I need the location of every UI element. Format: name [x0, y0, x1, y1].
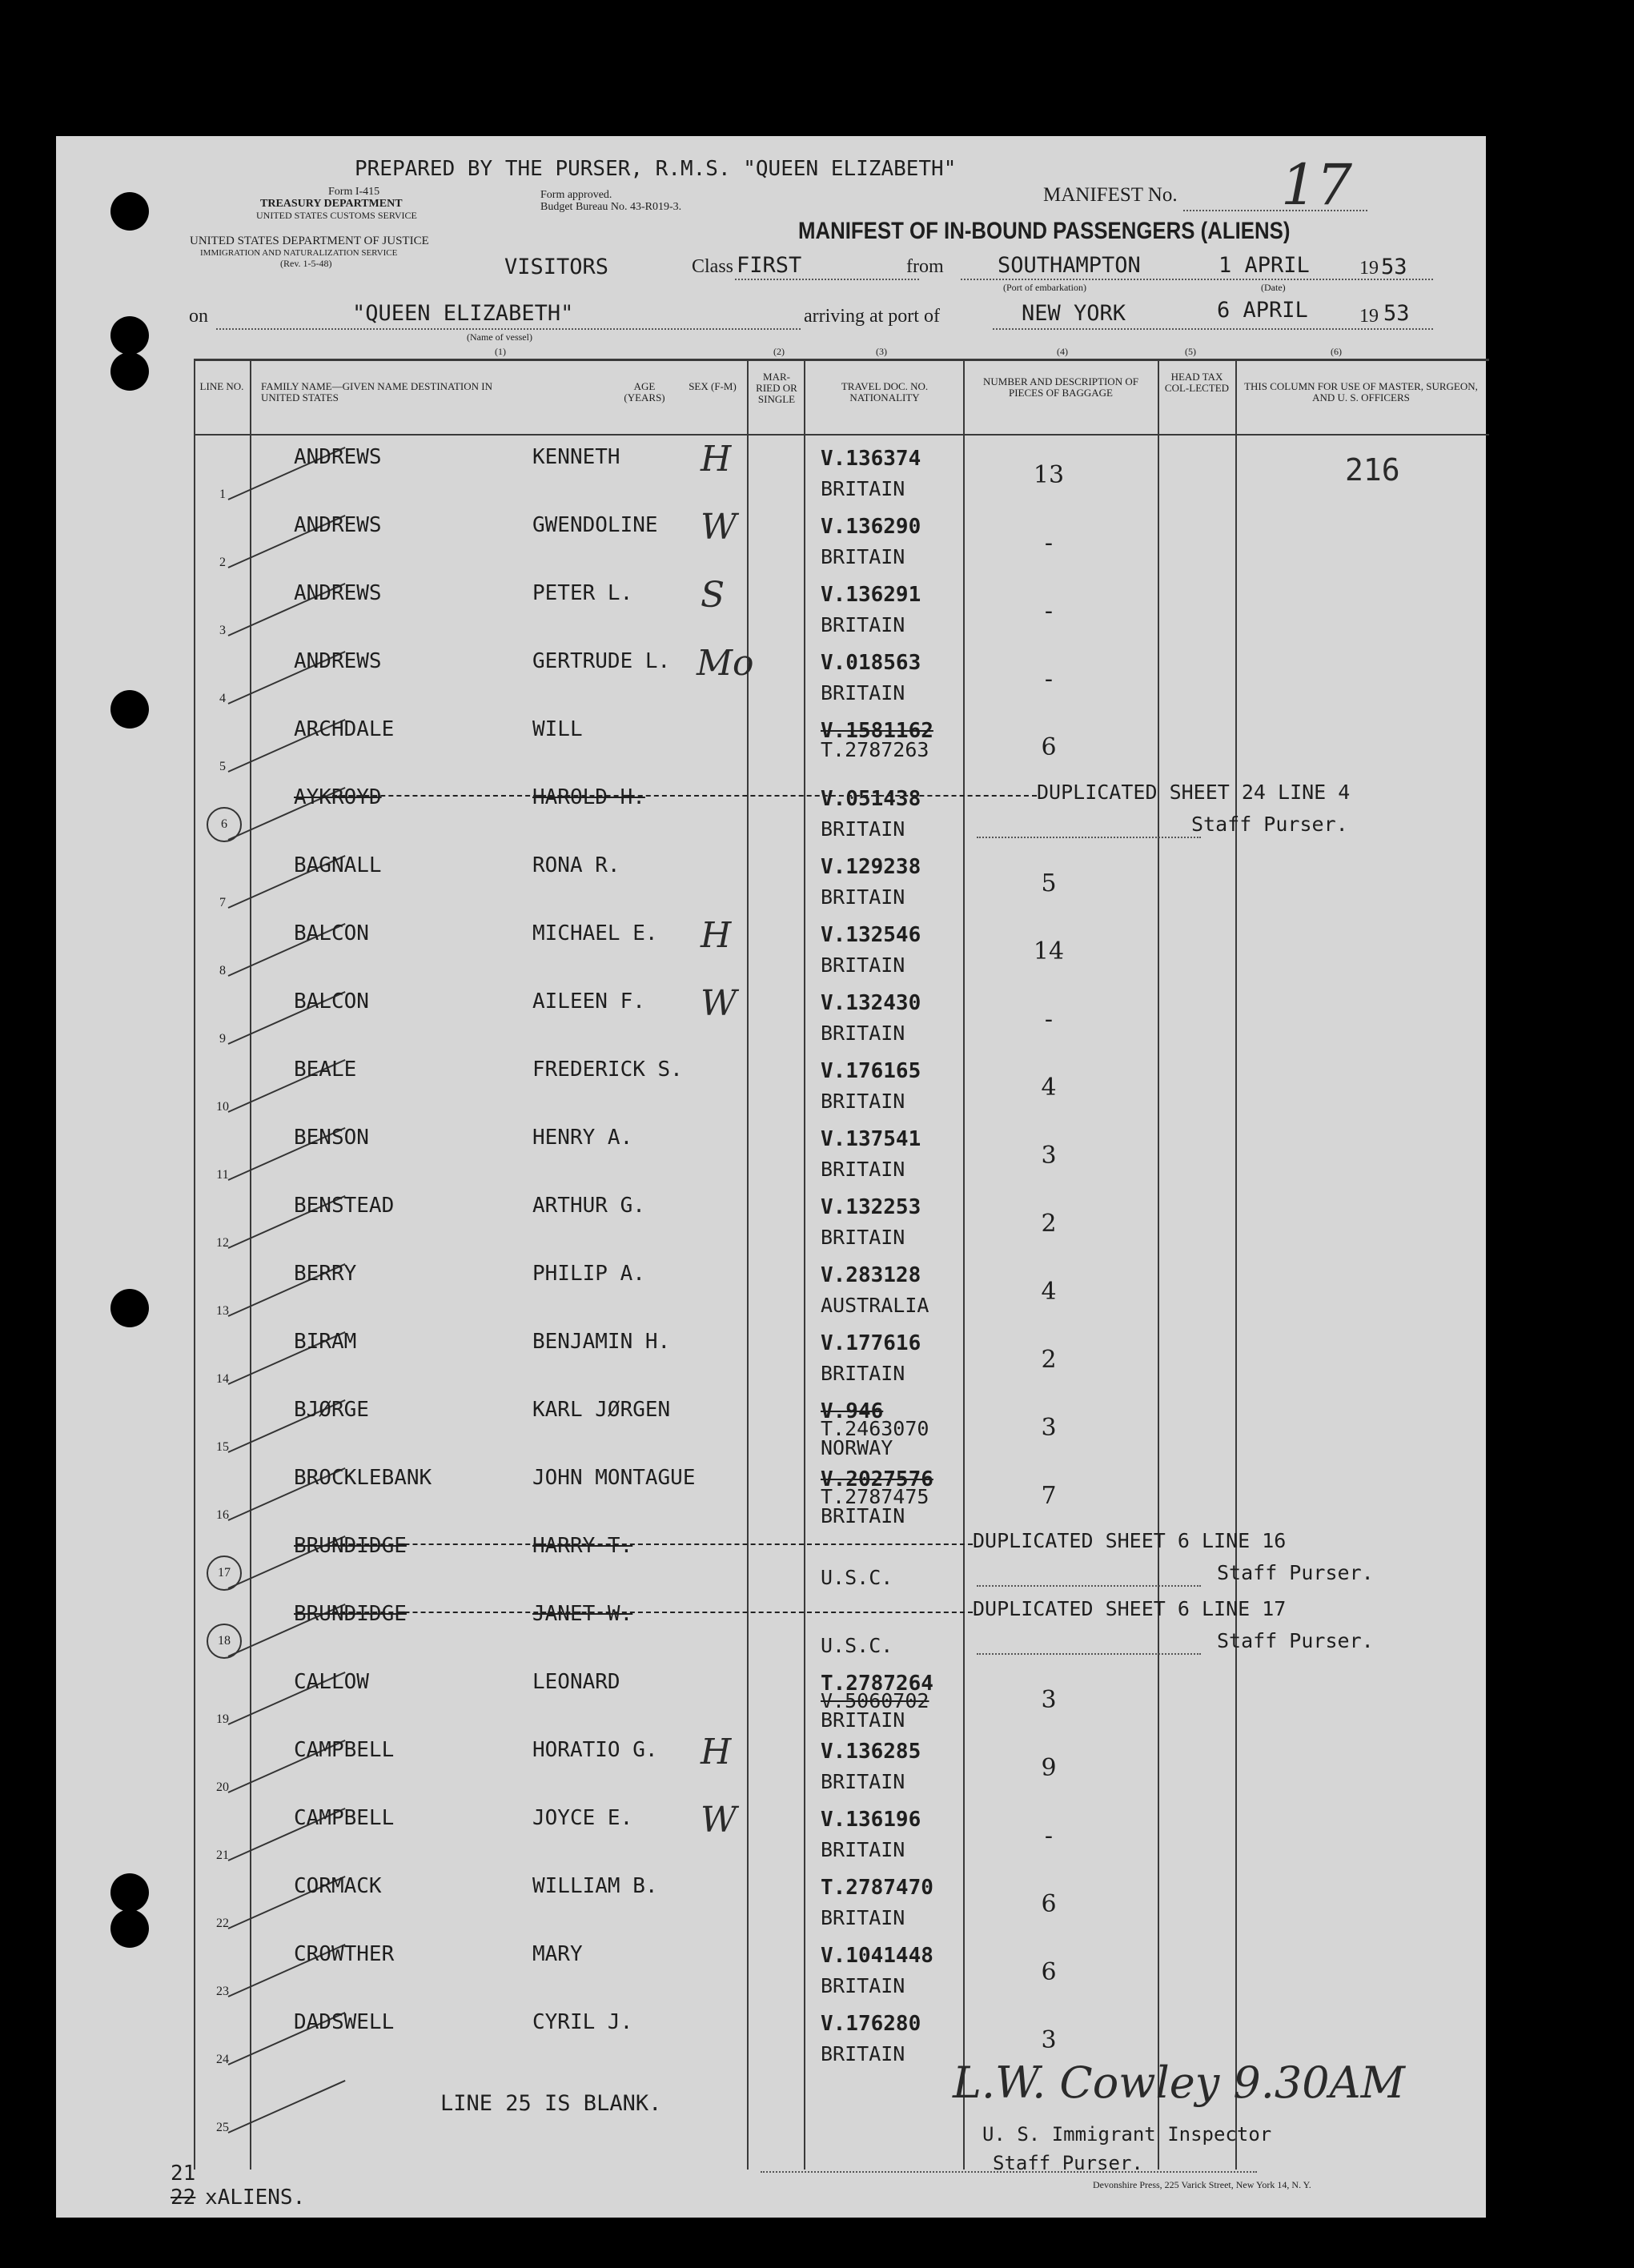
family-name: BAGNALL [294, 853, 382, 877]
manifest-title: MANIFEST OF IN-BOUND PASSENGERS (ALIENS) [798, 218, 1291, 244]
line-number: 19 [216, 1712, 229, 1726]
rev-label: (Rev. 1-5-48) [280, 258, 332, 269]
nationality: BRITAIN [821, 1158, 905, 1181]
colhead-name: FAMILY NAME—GIVEN NAME DESTINATION IN UNITED STATES [261, 380, 493, 403]
from-year-prefix: 19 [1359, 258, 1379, 279]
from-value: SOUTHAMPTON [998, 253, 1141, 278]
line-number: 2 [219, 556, 226, 569]
travel-doc-number: T.2787470 [821, 1876, 933, 1900]
purser-sign-line [977, 1585, 1201, 1587]
family-name: AYKROYD [294, 785, 382, 809]
given-name: RONA R. [532, 853, 620, 877]
nationality: U.S.C. [821, 1634, 893, 1657]
line-number: 18 [207, 1624, 242, 1659]
from-year: 53 [1381, 255, 1407, 279]
sex-mark-handwritten: Mo [697, 643, 754, 684]
nationality: BRITAIN [821, 1090, 905, 1113]
nationality: BRITAIN [821, 477, 905, 500]
baggage-count: 2 [1041, 1346, 1057, 1374]
table-row [56, 1050, 1486, 1118]
strike-dash-line [332, 795, 1037, 797]
given-name: PHILIP A. [532, 1262, 645, 1286]
nationality: BRITAIN [821, 681, 905, 704]
strike-dash-line [332, 1543, 973, 1545]
table-row [56, 709, 1486, 777]
table-row [56, 1934, 1486, 2002]
nationality: BRITAIN [821, 1022, 905, 1045]
nationality: BRITAIN [821, 613, 905, 636]
family-name: CAMPBELL [294, 1806, 395, 1830]
baggage-count: 4 [1041, 1278, 1057, 1306]
travel-doc-number: V.283128 [821, 1263, 921, 1287]
colhead-head-tax: HEAD TAX COL-LECTED [1164, 371, 1230, 394]
sex-mark-handwritten: W [701, 983, 737, 1024]
nationality: BRITAIN [821, 1770, 905, 1793]
given-name: HENRY A. [532, 1126, 633, 1150]
given-name: JOHN MONTAGUE [532, 1466, 696, 1490]
nationality: T.2787263 [821, 738, 929, 761]
given-name: JOYCE E. [532, 1806, 633, 1830]
line-number: 24 [216, 2053, 229, 2066]
staff-purser-note: Staff Purser. [1191, 813, 1348, 836]
class-dotted-line [735, 279, 919, 280]
baggage-count: 5 [1041, 869, 1057, 897]
travel-doc-number: V.132253 [821, 1195, 921, 1219]
table-row [56, 1254, 1486, 1322]
date-caption: (Date) [1261, 282, 1286, 293]
strike-dash-line [332, 1612, 973, 1613]
manifest-number: 17 [1281, 152, 1353, 218]
line-number: 5 [219, 760, 226, 773]
line-number: 9 [219, 1032, 226, 1046]
travel-doc-number: V.136290 [821, 515, 921, 539]
nationality: BRITAIN [821, 1974, 905, 1997]
nationality: BRITAIN [821, 545, 905, 568]
line-number: 17 [207, 1555, 242, 1591]
travel-doc-number: V.051438 [821, 787, 921, 811]
line-number: 10 [216, 1100, 229, 1114]
inspector-signature: L.W. Cowley 9.30AM [953, 2057, 1405, 2108]
travel-doc-number: V.2027576 [821, 1467, 933, 1491]
travel-doc-number: V.1041448 [821, 1944, 933, 1968]
table-row [56, 981, 1486, 1050]
travel-doc-number: V.018563 [821, 651, 921, 675]
officer-note-216: 216 [1345, 452, 1400, 488]
baggage-count: 6 [1041, 1890, 1057, 1918]
colhead-travel-doc: TRAVEL DOC. NO. NATIONALITY [841, 380, 929, 403]
class-label: Class [692, 256, 734, 277]
family-name: DADSWELL [294, 2010, 395, 2034]
given-name: HARRY T. [532, 1534, 633, 1558]
table-row [56, 505, 1486, 573]
manifest-no-dotted-line [1183, 210, 1367, 211]
nationality: T.2463070 [821, 1417, 929, 1440]
family-name: ANDREWS [294, 649, 382, 673]
table-header-border [194, 434, 1489, 436]
given-name: JANET W. [532, 1602, 633, 1626]
count-typed: 22 [171, 2186, 196, 2210]
nationality: BRITAIN [821, 885, 905, 909]
family-name: BALCON [294, 989, 369, 1014]
line-number: 8 [219, 964, 226, 977]
line-number: 3 [219, 624, 226, 637]
arrival-dotted-line [993, 328, 1433, 330]
col-num-4: (4) [1057, 346, 1068, 357]
manifest-no-label: MANIFEST No. [1043, 184, 1178, 206]
baggage-count: 7 [1041, 1482, 1057, 1510]
given-name: HORATIO G. [532, 1738, 658, 1762]
visitors-label: VISITORS [504, 255, 609, 279]
travel-doc-number: V.132430 [821, 991, 921, 1015]
table-row [56, 1186, 1486, 1254]
line-number: 1 [219, 488, 226, 501]
form-approved: Form approved. [540, 189, 612, 201]
baggage-count: 6 [1041, 733, 1057, 761]
arrival-year: 53 [1383, 301, 1410, 326]
line-number: 22 [216, 1917, 229, 1930]
given-name: WILL [532, 717, 583, 741]
arrival-year-prefix: 19 [1359, 306, 1379, 327]
nationality-second: BRITAIN [821, 1504, 905, 1527]
colhead-sex: SEX (F-M) [689, 380, 737, 392]
table-row [56, 437, 1486, 505]
table-row [56, 1594, 1486, 1662]
vessel-dotted-line [216, 328, 801, 330]
nationality: AUSTRALIA [821, 1294, 929, 1317]
family-name: BIRAM [294, 1330, 357, 1354]
nationality-second: NORWAY [821, 1436, 893, 1459]
line-number: 4 [219, 692, 226, 705]
given-name: MICHAEL E. [532, 921, 658, 945]
sex-mark-handwritten: H [701, 915, 732, 956]
nationality: V.5060702 [821, 1689, 929, 1712]
class-value: FIRST [737, 253, 802, 278]
table-row [56, 1390, 1486, 1458]
nationality: BRITAIN [821, 1838, 905, 1861]
family-name: CALLOW [294, 1670, 369, 1694]
vessel-caption: (Name of vessel) [467, 331, 532, 343]
baggage-count: 3 [1041, 1686, 1057, 1714]
given-name: KARL JØRGEN [532, 1398, 671, 1422]
travel-doc-number: T.2787264 [821, 1672, 933, 1696]
sex-mark-handwritten: S [701, 575, 725, 616]
vessel-name: "QUEEN ELIZABETH" [352, 301, 574, 326]
inspector-label: U. S. Immigrant Inspector [982, 2123, 1272, 2146]
aliens-label: xALIENS. [205, 2186, 306, 2210]
form-number: Form I-415 [328, 186, 380, 198]
line-number: 16 [216, 1508, 229, 1522]
nationality: BRITAIN [821, 1226, 905, 1249]
table-top-border [194, 359, 1489, 361]
given-name: KENNETH [532, 445, 620, 469]
staff-purser-note: Staff Purser. [1217, 1629, 1374, 1652]
nationality: BRITAIN [821, 1362, 905, 1385]
baggage-count: 9 [1041, 1754, 1057, 1782]
baggage-count: 2 [1041, 1210, 1057, 1238]
baggage-count: 3 [1041, 1414, 1057, 1442]
from-date: 1 APRIL [1218, 253, 1310, 278]
customs-label: UNITED STATES CUSTOMS SERVICE [256, 210, 417, 221]
given-name: ARTHUR G. [532, 1194, 645, 1218]
table-row [56, 1322, 1486, 1390]
table-row [56, 641, 1486, 709]
nationality: BRITAIN [821, 2042, 905, 2065]
table-row [56, 845, 1486, 913]
table-row [56, 1866, 1486, 1934]
line-number: 11 [216, 1168, 229, 1182]
table-row [56, 1458, 1486, 1526]
purser-sign-line [977, 837, 1201, 838]
given-name: GERTRUDE L. [532, 649, 671, 673]
budget-bureau: Budget Bureau No. 43-R019-3. [540, 201, 682, 213]
given-name: AILEEN F. [532, 989, 645, 1014]
col-num-2: (2) [773, 346, 785, 357]
family-name: BERRY [294, 1262, 357, 1286]
given-name: BENJAMIN H. [532, 1330, 671, 1354]
duplicated-note: DUPLICATED SHEET 6 LINE 16 [973, 1529, 1287, 1552]
nationality: T.2787475 [821, 1485, 929, 1508]
on-label: on [189, 306, 208, 327]
binder-hole [110, 1289, 149, 1327]
family-name: BRUNDIDGE [294, 1602, 407, 1626]
baggage-count: - [1044, 1006, 1054, 1034]
line-number: 6 [207, 807, 242, 842]
travel-doc-number: V.137541 [821, 1127, 921, 1151]
line-number: 15 [216, 1440, 229, 1454]
printer-imprint: Devonshire Press, 225 Varick Street, New York 14, N. Y. [1093, 2179, 1311, 2190]
baggage-count: 14 [1033, 937, 1065, 965]
family-name: CAMPBELL [294, 1738, 395, 1762]
line-number: 7 [219, 896, 226, 909]
nationality: U.S.C. [821, 1566, 893, 1589]
given-name: PETER L. [532, 581, 633, 605]
purser-sign-line [977, 1653, 1201, 1655]
family-name: BEALE [294, 1058, 357, 1082]
family-name: BRUNDIDGE [294, 1534, 407, 1558]
colhead-line: LINE NO. [199, 380, 244, 392]
ins-label: IMMIGRATION AND NATURALIZATION SERVICE [200, 248, 398, 258]
family-name: BROCKLEBANK [294, 1466, 432, 1490]
treasury-label: TREASURY DEPARTMENT [260, 198, 403, 210]
travel-doc-number: V.132546 [821, 923, 921, 947]
binder-hole [110, 690, 149, 729]
travel-doc-number: V.136291 [821, 583, 921, 607]
given-name: CYRIL J. [532, 2010, 633, 2034]
col-num-1: (1) [495, 346, 506, 357]
line-number: 25 [216, 2121, 229, 2134]
baggage-count: 13 [1033, 461, 1065, 489]
travel-doc-number: V.136374 [821, 447, 921, 471]
count-handwritten: 21 [171, 2162, 196, 2186]
table-row [56, 1798, 1486, 1866]
family-name: CORMACK [294, 1874, 382, 1898]
family-name: CROWTHER [294, 1942, 395, 1966]
nationality: BRITAIN [821, 953, 905, 977]
duplicated-note: DUPLICATED SHEET 24 LINE 4 [1037, 781, 1351, 804]
travel-doc-number: V.946 [821, 1399, 884, 1423]
table-row [56, 1118, 1486, 1186]
travel-doc-number: V.176165 [821, 1059, 921, 1083]
family-name: ANDREWS [294, 513, 382, 537]
baggage-count: - [1044, 597, 1054, 625]
given-name: MARY [532, 1942, 583, 1966]
given-name: LEONARD [532, 1670, 620, 1694]
family-name: BJØRGE [294, 1398, 369, 1422]
col-num-6: (6) [1331, 346, 1342, 357]
family-name: ANDREWS [294, 445, 382, 469]
colhead-married: MAR-RIED OR SINGLE [756, 371, 797, 405]
binder-hole [110, 1909, 149, 1948]
line-number: 13 [216, 1304, 229, 1318]
given-name: GWENDOLINE [532, 513, 658, 537]
prepared-by-line: PREPARED BY THE PURSER, R.M.S. "QUEEN ELIZABETH" [355, 157, 957, 181]
travel-doc-number: V.129238 [821, 855, 921, 879]
nationality: BRITAIN [821, 817, 905, 841]
baggage-count: - [1044, 1822, 1054, 1850]
travel-doc-number: V.1581162 [821, 719, 933, 743]
baggage-count: 3 [1041, 1142, 1057, 1170]
given-name: FREDERICK S. [532, 1058, 683, 1082]
family-name: BALCON [294, 921, 369, 945]
col-num-5: (5) [1185, 346, 1196, 357]
manifest-sheet [56, 136, 1486, 2218]
baggage-count: - [1044, 529, 1054, 557]
arrival-date: 6 APRIL [1217, 298, 1308, 323]
blank-line-note: LINE 25 IS BLANK. [440, 2091, 662, 2116]
arriving-label: arriving at port of [804, 306, 940, 327]
colhead-baggage: NUMBER AND DESCRIPTION OF PIECES OF BAGGAGE [983, 375, 1138, 399]
family-name: BENSTEAD [294, 1194, 395, 1218]
travel-doc-number: V.136285 [821, 1740, 921, 1764]
family-name: BENSON [294, 1126, 369, 1150]
sex-mark-handwritten: W [701, 507, 737, 548]
travel-doc-number: V.136196 [821, 1808, 921, 1832]
colhead-age: AGE (YEARS) [624, 380, 665, 403]
binder-hole [110, 1873, 149, 1912]
binder-hole [110, 352, 149, 391]
port-embarkation-caption: (Port of embarkation) [1003, 282, 1086, 293]
baggage-count: 6 [1041, 1958, 1057, 1986]
binder-hole [110, 192, 149, 231]
line-number: 21 [216, 1849, 229, 1862]
sex-mark-handwritten: H [701, 439, 732, 480]
binder-hole [110, 316, 149, 355]
doj-label: UNITED STATES DEPARTMENT OF JUSTICE [190, 235, 429, 247]
footer-staff-purser: Staff Purser. [993, 2152, 1143, 2174]
line-number: 20 [216, 1780, 229, 1794]
col-num-3: (3) [876, 346, 887, 357]
arrival-port: NEW YORK [1022, 301, 1126, 326]
family-name: ARCHDALE [294, 717, 395, 741]
travel-doc-number: V.177616 [821, 1331, 921, 1355]
duplicated-note: DUPLICATED SHEET 6 LINE 17 [973, 1597, 1287, 1620]
travel-doc-number: V.176280 [821, 2012, 921, 2036]
table-row [56, 573, 1486, 641]
table-row [56, 1526, 1486, 1594]
staff-purser-note: Staff Purser. [1217, 1561, 1374, 1584]
sex-mark-handwritten: W [701, 1800, 737, 1840]
table-row [56, 913, 1486, 981]
colhead-officers: THIS COLUMN FOR USE OF MASTER, SURGEON, AND U. S. OFFICERS [1244, 380, 1478, 403]
line-number: 12 [216, 1236, 229, 1250]
baggage-count: - [1044, 665, 1054, 693]
from-label: from [906, 256, 944, 277]
baggage-count: 3 [1041, 2026, 1057, 2054]
sex-mark-handwritten: H [701, 1732, 732, 1772]
table-row [56, 1662, 1486, 1730]
check-stroke [228, 2080, 346, 2134]
nationality-second: BRITAIN [821, 1708, 905, 1732]
given-name: HAROLD H. [532, 785, 645, 809]
baggage-count: 4 [1041, 1074, 1057, 1102]
family-name: ANDREWS [294, 581, 382, 605]
line-number: 23 [216, 1985, 229, 1998]
given-name: WILLIAM B. [532, 1874, 658, 1898]
nationality: BRITAIN [821, 1906, 905, 1929]
line-number: 14 [216, 1372, 229, 1386]
table-row [56, 777, 1486, 845]
table-row [56, 1730, 1486, 1798]
